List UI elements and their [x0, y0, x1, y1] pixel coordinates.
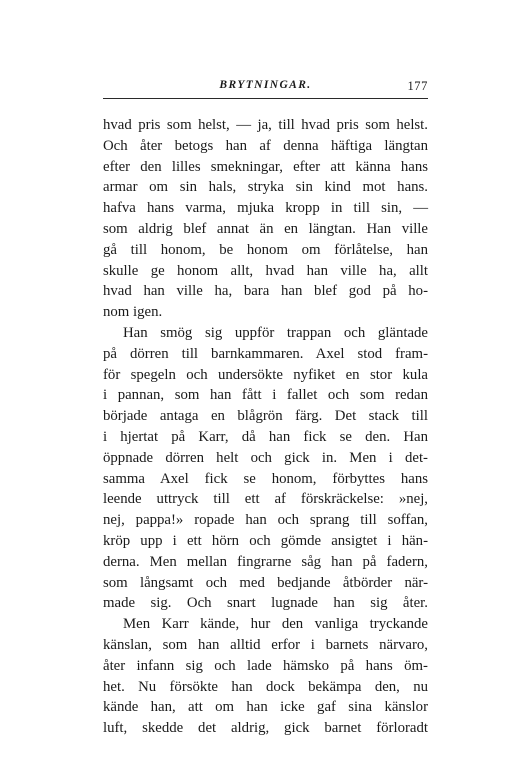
running-title: BRYTNINGAR.	[219, 79, 312, 91]
text-line: het. Nu försökte han dock bekämpa den, nu	[103, 678, 428, 695]
text-line: armar om sin hals, stryka sin kind mot hans.	[103, 179, 428, 196]
header-rule	[103, 98, 428, 99]
text-line: Och åter betogs han af denna häftiga längtan	[103, 137, 428, 154]
text-line: nej, pappa!» ropade han och sprang till soffan,	[103, 512, 428, 529]
text-line: made sig. Och snart lugnade han sig åter.	[103, 595, 428, 612]
text-line: derna. Men mellan fingrarne såg han på fadern,	[103, 553, 428, 570]
text-line: hafva hans varma, mjuka kropp in till sin, —	[103, 200, 428, 217]
text-line: i hjertat på Karr, då han fick se den. Han	[103, 428, 428, 445]
text-line: åter infann sig och lade hämsko på hans öm-	[103, 657, 428, 674]
text-line: leende uttryck till ett af förskräckelse: »nej,	[103, 491, 428, 508]
text-line: skulle ge honom allt, hvad han ville ha, allt	[103, 262, 428, 279]
text-line: Han smög sig uppför trappan och gläntade	[123, 324, 428, 341]
text-line: kände han, att om han icke gaf sina känslor	[103, 699, 428, 716]
running-header	[103, 79, 428, 101]
text-line: nom igen.	[103, 304, 163, 321]
text-line: för spegeln och undersökte nyfiket en stor kula	[103, 366, 428, 383]
page-number: 177	[407, 79, 428, 93]
text-line: hvad pris som helst, — ja, till hvad pris som helst.	[103, 117, 428, 133]
text-line: samma Axel fick se honom, förbyttes hans	[103, 470, 428, 487]
text-line: gå till honom, be honom om förlåtelse, han	[103, 241, 428, 258]
text-line: öppnade dörren helt och gick in. Men i det-	[103, 449, 428, 466]
body-text	[103, 115, 428, 739]
text-line: som långsamt och med bedjande åtbörder när-	[103, 574, 428, 591]
text-line: luft, skedde det aldrig, gick barnet förloradt	[103, 720, 428, 737]
text-line: efter den lilles smekningar, efter att känna hans	[103, 158, 428, 175]
text-line: började antaga en blågrön färg. Det stack till	[103, 408, 428, 425]
text-line: hvad han ville ha, bara han blef god på ho-	[103, 283, 428, 300]
text-line: på dörren till barnkammaren. Axel stod fram-	[103, 345, 428, 362]
text-line: som aldrig blef annat än en längtan. Han ville	[103, 220, 428, 237]
text-line: känslan, som han alltid erfor i barnets närvaro,	[103, 636, 428, 653]
text-line: kröp upp i ett hörn och gömde ansigtet i hän-	[103, 532, 428, 549]
text-line: i pannan, som han fått i fallet och som redan	[103, 387, 428, 404]
text-line: Men Karr kände, hur den vanliga tryckande	[123, 616, 428, 633]
